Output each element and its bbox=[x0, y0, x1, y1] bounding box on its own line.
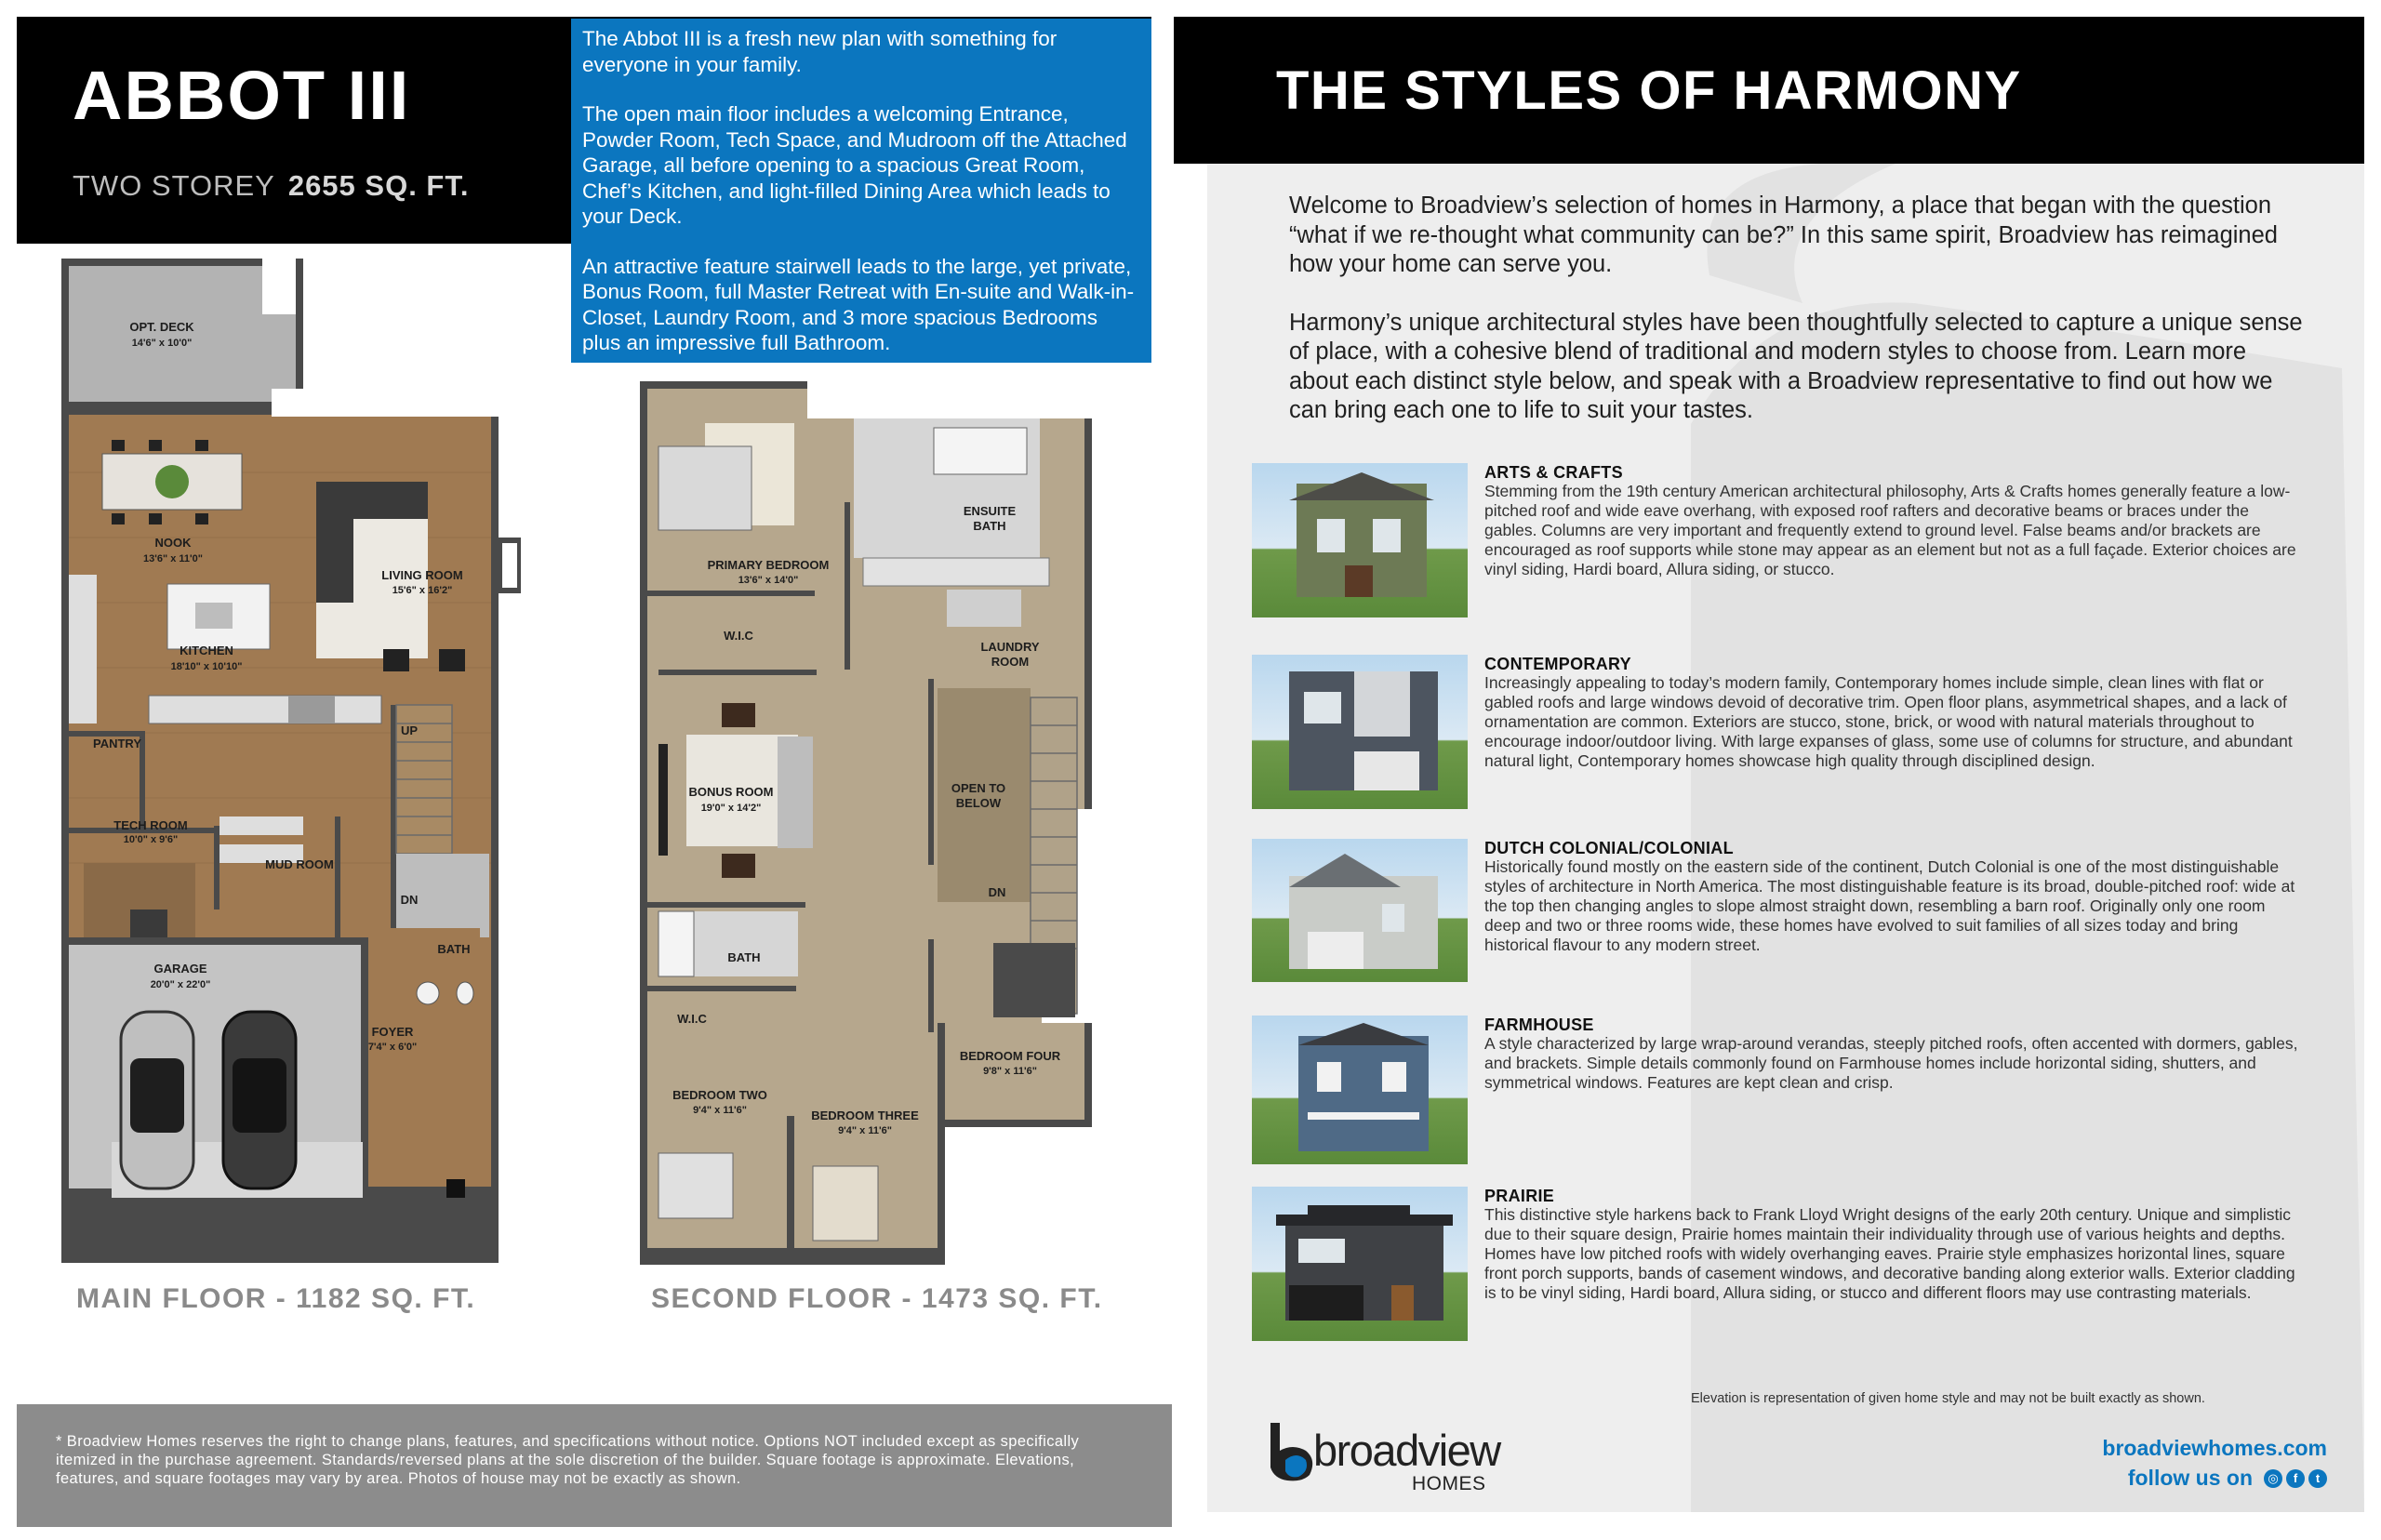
room-label: BATH bbox=[727, 950, 761, 964]
style-description: A style characterized by large wrap-around verandas, steeply pitched roofs, often accented with dormers, gables, and brackets. Simple details commonly found on Farmhouse homes include horizontal siding, shutters, and symmetrical windows. Features are kept clean and crisp. bbox=[1484, 1034, 2298, 1092]
room-dimension: 18'10" x 10'10" bbox=[170, 661, 243, 672]
room-label: BEDROOM THREE bbox=[811, 1109, 919, 1122]
description-paragraph: An attractive feature stairwell leads to the large, yet private, Bonus Room, full Master Retreat with En-suite and Walk-in-Closet, Laundry Room, and 3 more spacious Bedrooms plus an impressive full Bathroom. bbox=[582, 254, 1135, 354]
stair-label: UP bbox=[400, 724, 419, 737]
room-label: NOOK bbox=[154, 536, 192, 550]
room-label: TECH ROOM bbox=[113, 818, 188, 832]
room-dimension: 14'6" x 10'0" bbox=[131, 338, 193, 349]
room-dimension: 9'8" x 11'6" bbox=[983, 1066, 1037, 1077]
room-label: BATH bbox=[437, 942, 471, 956]
styles-header bbox=[1174, 17, 2364, 164]
room-label: BATH bbox=[973, 519, 1006, 533]
facebook-icon[interactable]: f bbox=[2286, 1469, 2305, 1488]
description-paragraph: The open main floor includes a welcoming Entrance, Powder Room, Tech Space, and Mudroom off the Attached Garage, all before opening to a spacious Great Room, Chef’s Kitchen, and light-filled Dining Area which leads to your Deck. bbox=[582, 102, 1127, 228]
main-floor-plan bbox=[56, 259, 539, 1263]
intro-paragraph: Welcome to Broadview’s selection of homes in Harmony, a place that began with the question “what if we re-thought what community can be?” In this same spirit, Broadview has reimagined how your home can serve you. bbox=[1289, 192, 2278, 277]
styles-title: THE STYLES OF HARMONY bbox=[1276, 60, 2022, 121]
room-dimension: 13'6" x 14'0" bbox=[738, 575, 799, 586]
plan-type: TWO STOREY bbox=[73, 169, 275, 202]
room-label: PANTRY bbox=[93, 737, 141, 750]
stair-label: DN bbox=[988, 885, 1006, 899]
style-description: Historically found mostly on the eastern side of the continent, Dutch Colonial is one of the most distinguishable styles of architecture in North America. The most distinguishable feature is its broad, double-pitched roof: wide at the top then changing angles to slope almost straight down, resembling a barn roof. Originally only one room deep and two or three rooms wide, these homes have evolved to suit families of all sizes today and bring historical flavour to any modern street. bbox=[1484, 857, 2295, 954]
room-label: LAUNDRY bbox=[980, 640, 1040, 654]
room-label: ENSUITE bbox=[963, 504, 1017, 518]
room-label: W.I.C bbox=[677, 1012, 707, 1026]
website-link[interactable]: broadviewhomes.com bbox=[2102, 1436, 2327, 1460]
plan-subtitle bbox=[73, 169, 469, 203]
logo-text: broadview bbox=[1313, 1426, 1500, 1475]
room-label: W.I.C bbox=[724, 629, 753, 643]
room-label: ROOM bbox=[991, 655, 1030, 669]
main-floor-label: MAIN FLOOR - 1182 SQ. FT. bbox=[76, 1283, 476, 1314]
room-label: OPEN TO bbox=[951, 781, 1006, 795]
room-label: PRIMARY BEDROOM bbox=[707, 558, 830, 572]
plan-title: ABBOT III bbox=[73, 57, 411, 134]
house-photo bbox=[1252, 655, 1468, 809]
room-label: BELOW bbox=[955, 796, 1002, 810]
room-label: MUD ROOM bbox=[265, 857, 334, 871]
style-name: FARMHOUSE bbox=[1484, 1016, 1594, 1034]
room-label: BEDROOM FOUR bbox=[959, 1049, 1061, 1063]
broadview-logo bbox=[1265, 1419, 1507, 1499]
room-dimension: 7'4" x 6'0" bbox=[367, 1042, 418, 1053]
room-label: GARAGE bbox=[153, 962, 207, 976]
style-name: CONTEMPORARY bbox=[1484, 655, 1631, 673]
logo-mark-icon bbox=[1265, 1423, 1317, 1482]
logo-subtext: HOMES bbox=[1412, 1473, 1486, 1494]
twitter-icon[interactable]: t bbox=[2308, 1469, 2327, 1488]
deck-area bbox=[69, 266, 296, 402]
style-description: Increasingly appealing to today’s modern family, Contemporary homes include simple, clean lines with flat or gabled roofs and large windows devoid of decorative trim. Open floor plans, asymmetrical shapes, and a lack of ornamentation are common. Exteriors are stucco, stone, brick, or wood with natural materials throughout to encourage indoor/outdoor living. With large expanses of glass, some use of columns for structure, and abundant natural light, Contemporary homes showcase high quality through disciplined design. bbox=[1484, 673, 2293, 770]
room-dimension: 10'0" x 9'6" bbox=[123, 834, 179, 845]
plan-area: 2655 SQ. FT. bbox=[287, 169, 470, 202]
stair-label: DN bbox=[400, 893, 419, 907]
room-dimension: 13'6" x 11'0" bbox=[143, 553, 203, 564]
room-label: BONUS ROOM bbox=[688, 785, 774, 799]
house-photo bbox=[1252, 839, 1468, 982]
style-description: Stemming from the 19th century American architectural philosophy, Arts & Crafts homes generally feature a low-pitched roof and wide eave overhang, with exposed roof rafters and decorative beams or braces under the gables. Columns are very important and frequently extend to ground level. False beams and/or brackets are encouraged as roof supports while stone may appear as an element but not as a full façade. Exterior choices are vinyl siding, Hardi board, Allura siding, or stucco. bbox=[1484, 482, 2296, 578]
intro-text bbox=[1289, 192, 2303, 455]
second-floor-label: SECOND FLOOR - 1473 SQ. FT. bbox=[651, 1283, 1103, 1314]
styles-panel bbox=[1207, 164, 2364, 1512]
room-label: BEDROOM TWO bbox=[672, 1088, 767, 1102]
follow-us bbox=[2128, 1466, 2327, 1491]
room-dimension: 20'0" x 22'0" bbox=[150, 979, 211, 990]
room-label: FOYER bbox=[371, 1025, 414, 1039]
room-label: OPT. DECK bbox=[129, 320, 194, 334]
house-photo bbox=[1252, 1187, 1468, 1341]
instagram-icon[interactable]: ◎ bbox=[2264, 1469, 2282, 1488]
room-label: LIVING ROOM bbox=[381, 568, 463, 582]
style-name: PRAIRIE bbox=[1484, 1187, 1555, 1205]
room-dimension: 15'6" x 16'2" bbox=[392, 585, 453, 596]
house-photo bbox=[1252, 463, 1468, 617]
plan-description bbox=[571, 19, 1151, 363]
style-name: DUTCH COLONIAL/COLONIAL bbox=[1484, 839, 1734, 857]
description-paragraph: The Abbot III is a fresh new plan with something for everyone in your family. bbox=[582, 27, 1057, 76]
disclaimer: * Broadview Homes reserves the right to change plans, features, and specifications without notice. Options NOT included except as specifically itemized in the purchase agreement. Standards/reversed plans at the sole discretion of the builder. Square footage is approximate. Elevations, features, and square footages may vary by area. Photos of house may not be exactly as shown. bbox=[17, 1404, 1172, 1527]
intro-paragraph: Harmony’s unique architectural styles have been thoughtfully selected to capture a unique sense of place, with a cohesive blend of traditional and modern styles to choose from. Learn more about each distinct style below, and speak with a Broadview representative to find out how we can bring each one to life to suit your tastes. bbox=[1289, 309, 2303, 423]
elevation-note: Elevation is representation of given home style and may not be built exactly as shown. bbox=[1691, 1391, 2205, 1406]
follow-text: follow us on bbox=[2127, 1466, 2253, 1490]
second-floor-plan bbox=[640, 381, 1092, 1265]
room-dimension: 19'0" x 14'2" bbox=[700, 803, 762, 814]
room-dimension: 9'4" x 11'6" bbox=[838, 1125, 892, 1136]
style-description: This distinctive style harkens back to Frank Lloyd Wright designs of the early 20th century. Unique and simplistic due to their square design, Prairie homes maintain their individuality through use of various heights and depths. Homes have low pitched roofs with widely overhanging eaves. Prairie style emphasizes horizontal lines, square front porch supports, bands of casement windows, and decorative banding along exterior walls. Exterior cladding is to be vinyl siding, Hardi board, Allura siding, or stucco and different floors may use contrasting materials. bbox=[1484, 1205, 2295, 1302]
house-photo bbox=[1252, 1016, 1468, 1164]
room-label: KITCHEN bbox=[180, 644, 233, 657]
style-name: ARTS & CRAFTS bbox=[1484, 463, 1623, 482]
room-dimension: 9'4" x 11'6" bbox=[693, 1105, 747, 1116]
